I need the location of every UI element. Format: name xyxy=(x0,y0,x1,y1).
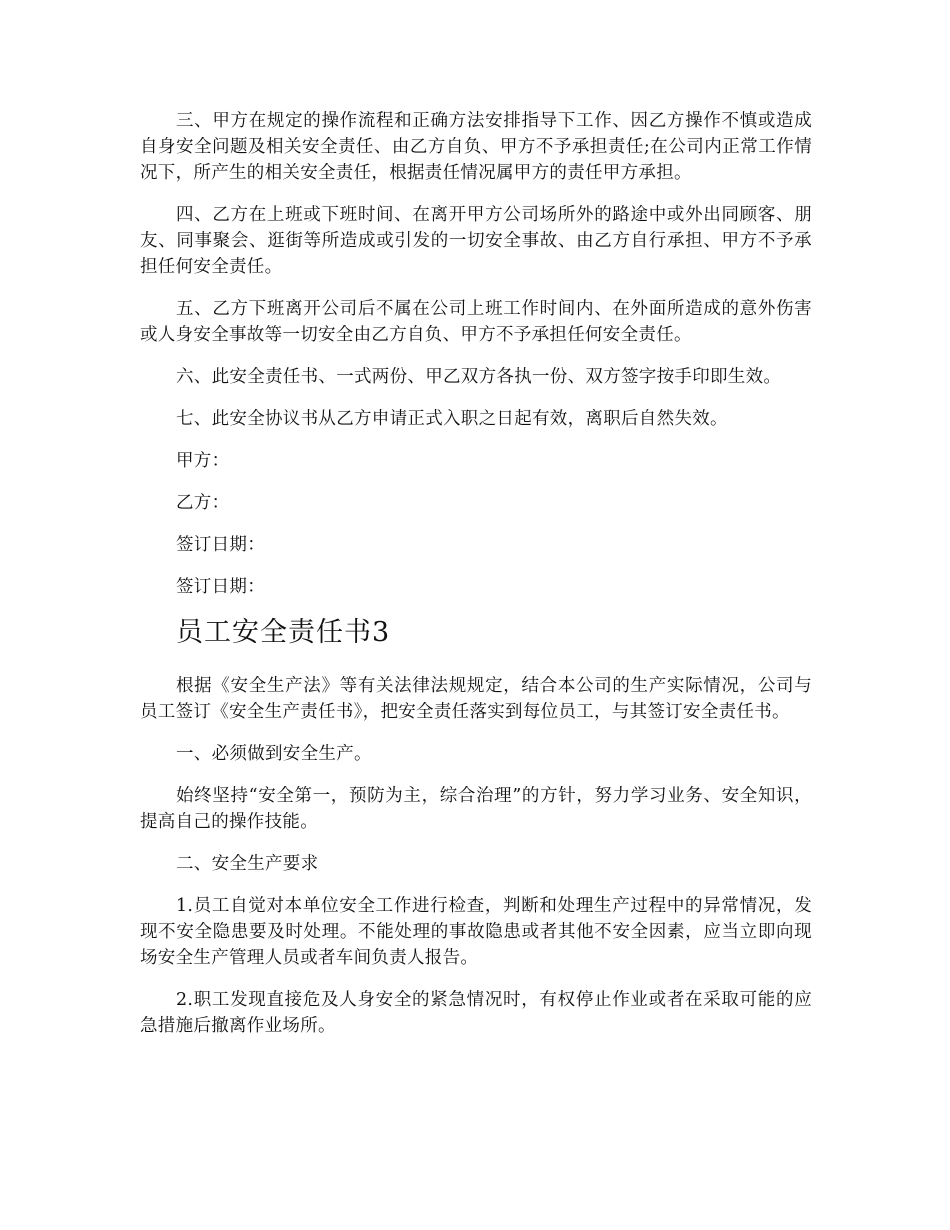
party-b-label: 乙方： xyxy=(176,493,230,513)
party-a-label: 甲方： xyxy=(176,451,230,471)
heading-two: 二、安全生产要求 xyxy=(176,854,319,874)
clause-7: 七、此安全协议书从乙方申请正式入职之日起有效，离职后自然失效。 xyxy=(176,409,728,429)
requirement-1: 1.员工自觉对本单位安全工作进行检查，判断和处理生产过程中的异常情况，发现不安全隐患要及时处理。不能处理的事故隐患或者其他不安全因素，应当立即向现场安全生产管理人员或者车间负责人报告。 xyxy=(140,896,812,968)
sign-date-1: 签订日期： xyxy=(176,535,265,555)
clause-5: 五、乙方下班离开公司后不属在公司上班工作时间内、在外面所造成的意外伤害或人身安全事故等一切安全由乙方自负、甲方不予承担任何安全责任。 xyxy=(140,299,812,345)
clause-3: 三、甲方在规定的操作流程和正确方法安排指导下工作、因乙方操作不慎或造成自身安全问题及相关安全责任、由乙方自负、甲方不予承担责任;在公司内正常工作情况下，所产生的相关安全责任，根据责任情况属甲方的责任甲方承担。 xyxy=(140,111,812,183)
sign-date-2: 签订日期： xyxy=(176,577,265,597)
section-title: 员工安全责任书3 xyxy=(176,617,391,648)
clause-4: 四、乙方在上班或下班时间、在离开甲方公司场所外的路途中或外出同顾客、朋友、同事聚会、逛街等所造成或引发的一切安全事故、由乙方自行承担、甲方不予承担任何安全责任。 xyxy=(140,205,812,277)
principle-paragraph: 始终坚持“安全第一，预防为主，综合治理”的方针，努力学习业务、安全知识，提高自己的操作技能。 xyxy=(140,786,812,832)
intro-paragraph: 根据《安全生产法》等有关法律法规规定，结合本公司的生产实际情况，公司与员工签订《安全生产责任书》，把安全责任落实到每位员工，与其签订安全责任书。 xyxy=(140,676,812,722)
requirement-2: 2.职工发现直接危及人身安全的紧急情况时，有权停止作业或者在采取可能的应急措施后撤离作业场所。 xyxy=(140,990,812,1036)
clause-6: 六、此安全责任书、一式两份、甲乙双方各执一份、双方签字按手印即生效。 xyxy=(176,367,782,387)
heading-one: 一、必须做到安全生产。 xyxy=(176,744,372,764)
document-page xyxy=(140,108,812,1055)
